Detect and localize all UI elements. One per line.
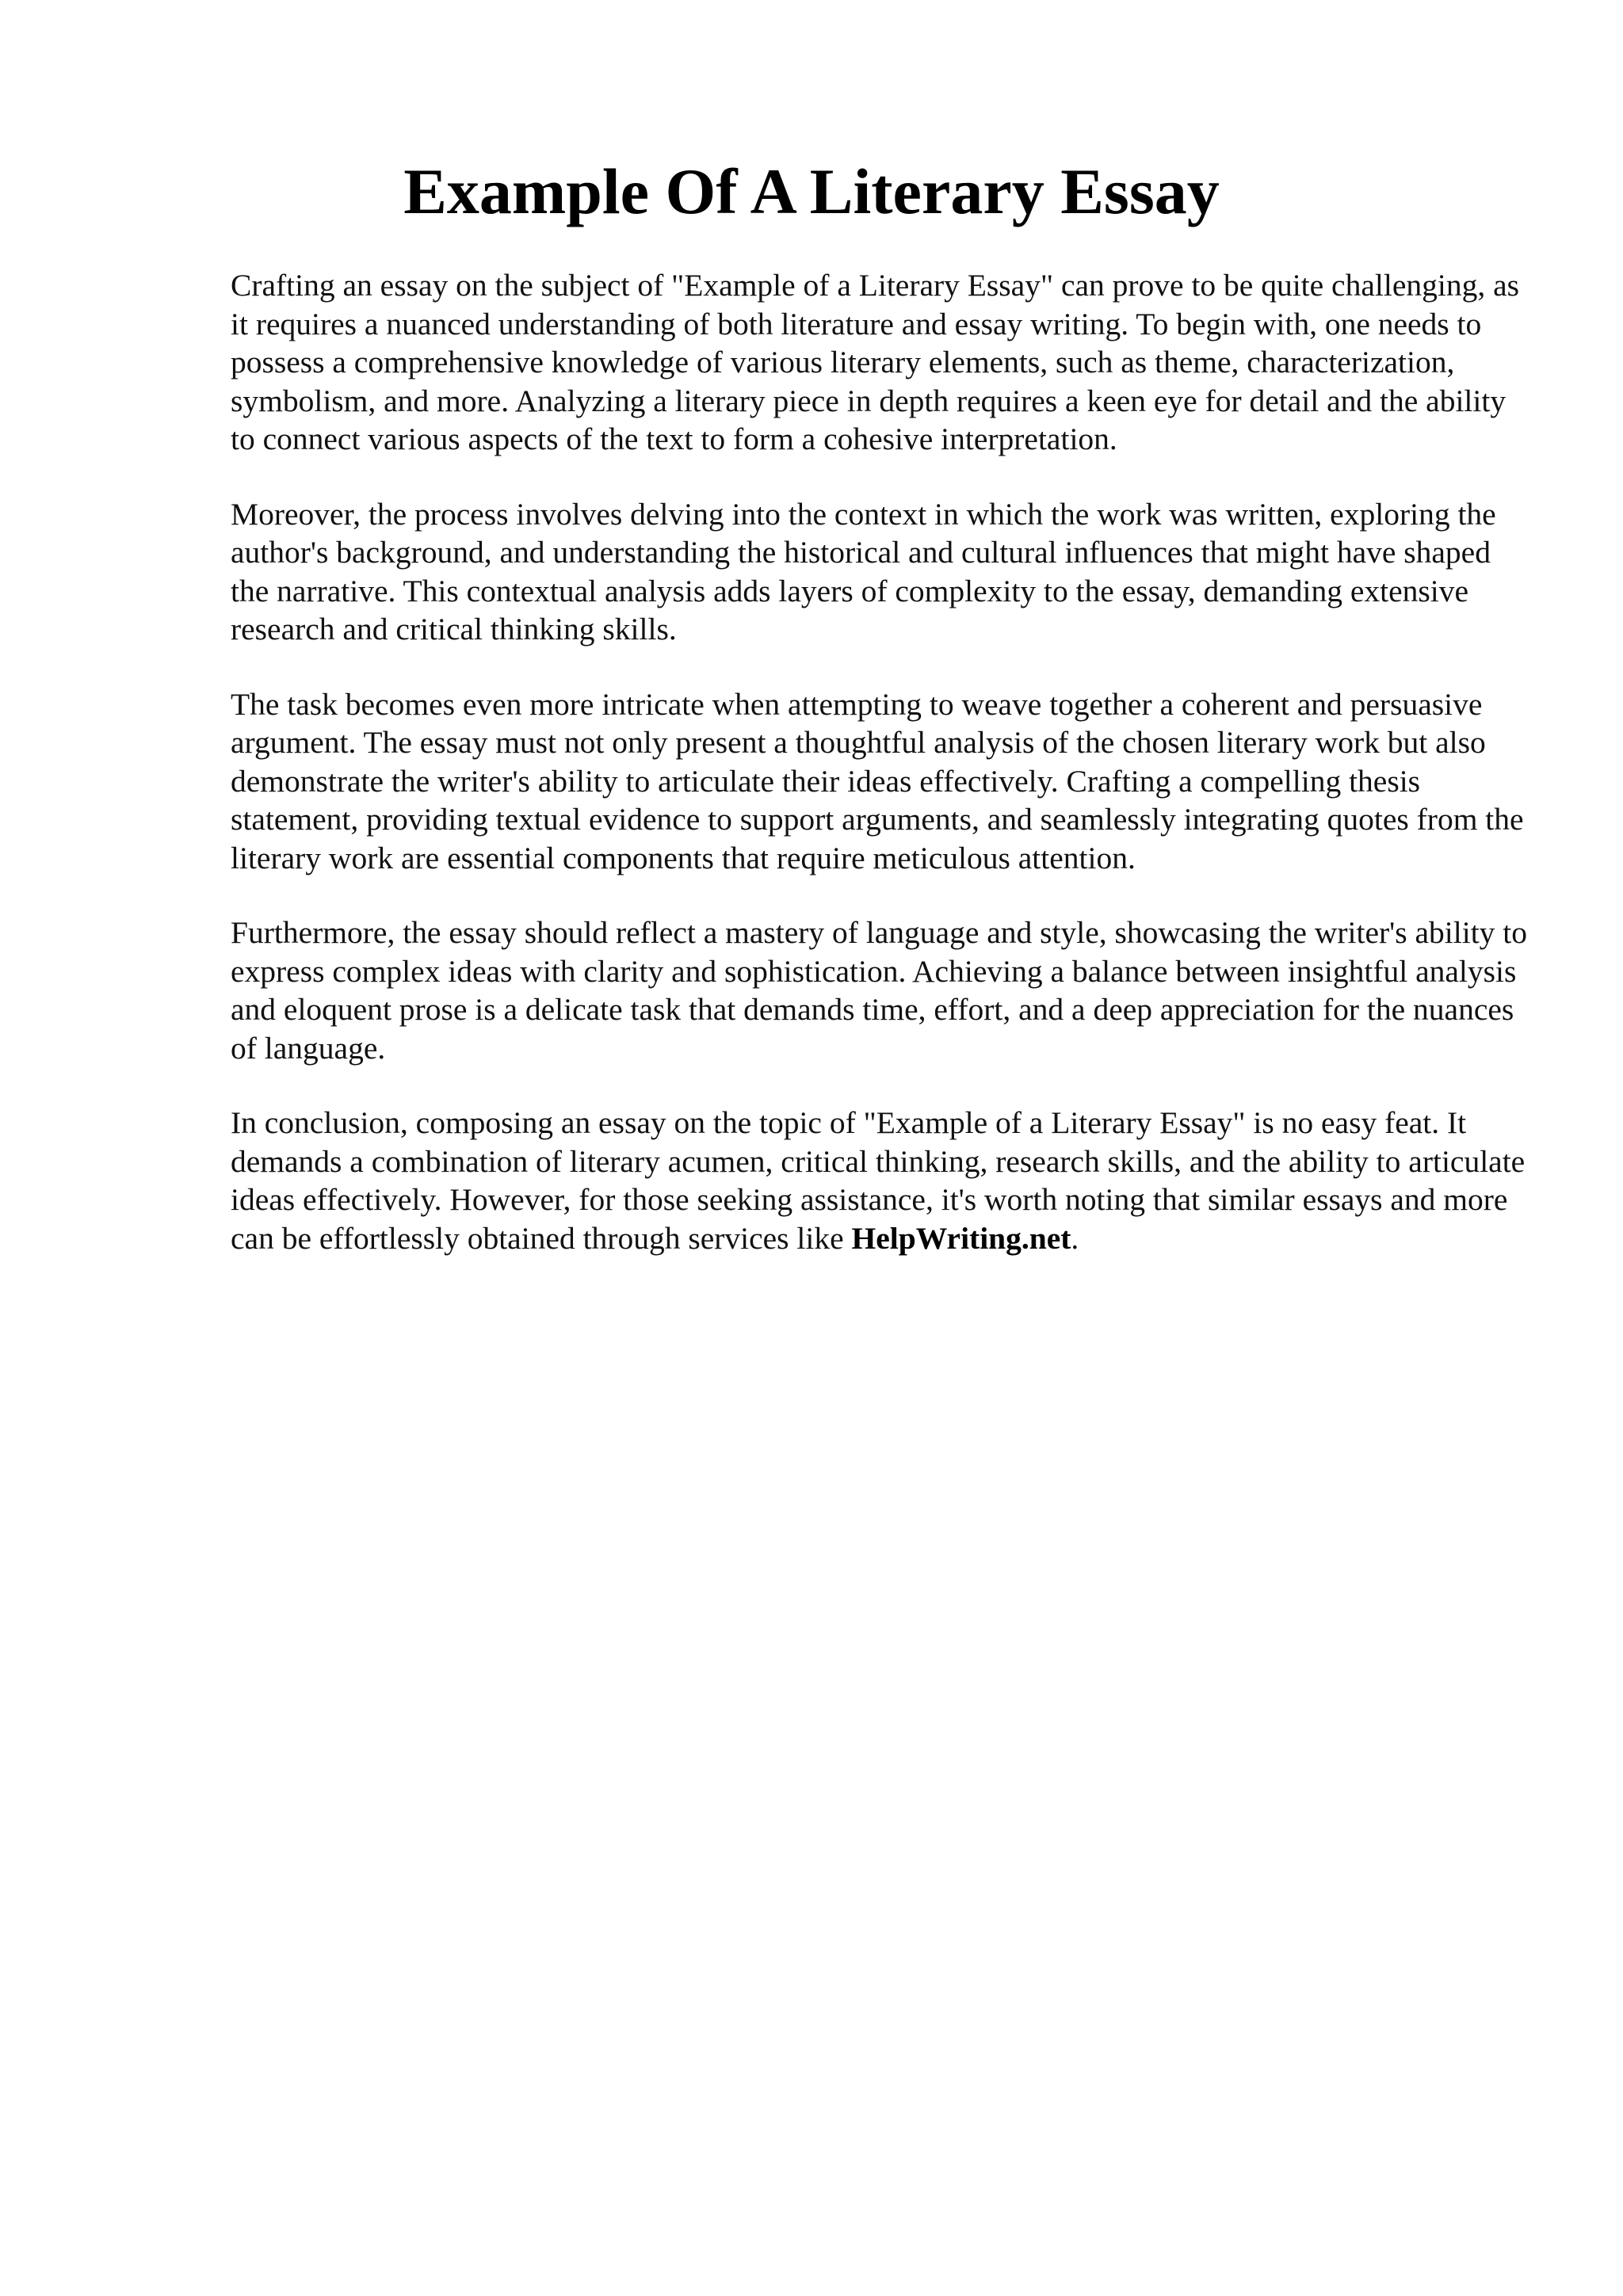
paragraph-1: Crafting an essay on the subject of "Example of a Literary Essay" can prove to be quite challenging, as it requires a nuanced understanding of both literature and essay writing. To begin with, one needs to possess a comprehensive knowledge of various literary elements, such as theme, characterization, symbolism, and more. Analyzing a literary piece in depth requires a keen eye for detail and the ability to connect various aspects of the text to form a cohesive interpretation. [231, 268, 1519, 456]
essay-body [231, 266, 1530, 1294]
paragraph-2: Moreover, the process involves delving into the context in which the work was written, exploring the author's background, and understanding the historical and cultural influences that might have shaped the narrative. This contextual analysis adds layers of complexity to the essay, demanding extensive research and critical thinking skills. [231, 496, 1496, 646]
conclusion-paragraph [231, 1104, 1530, 1257]
paragraph-4: Furthermore, the essay should reflect a mastery of language and style, showcasing the writer's ability to express complex ideas with clarity and sophistication. Achieving a balance between insightful analysis and eloquent prose is a delicate task that demands time, effort, and a deep appreciation for the nuances of language. [231, 915, 1528, 1066]
conclusion-end: . [1071, 1220, 1079, 1256]
conclusion-text: In conclusion, composing an essay on the topic of "Example of a Literary Essay" is no easy feat. It demands a combination of literary acumen, critical thinking, research skills, and the ability to articulate ideas effectively. However, for those seeking assistance, it's worth noting that similar essays and more can be effortlessly obtained through services like [231, 1105, 1526, 1256]
paragraph-3: The task becomes even more intricate when attempting to weave together a coherent and persuasive argument. The essay must not only present a thoughtful analysis of the chosen literary work but also demonstrate the writer's ability to articulate their ideas effectively. Crafting a compelling thesis statement, providing textual evidence to support arguments, and seamlessly integrating quotes from the literary work are essential components that require meticulous attention. [231, 686, 1524, 875]
brand-name: HelpWriting.net [851, 1220, 1071, 1256]
document-title: Example Of A Literary Essay [403, 155, 1220, 227]
